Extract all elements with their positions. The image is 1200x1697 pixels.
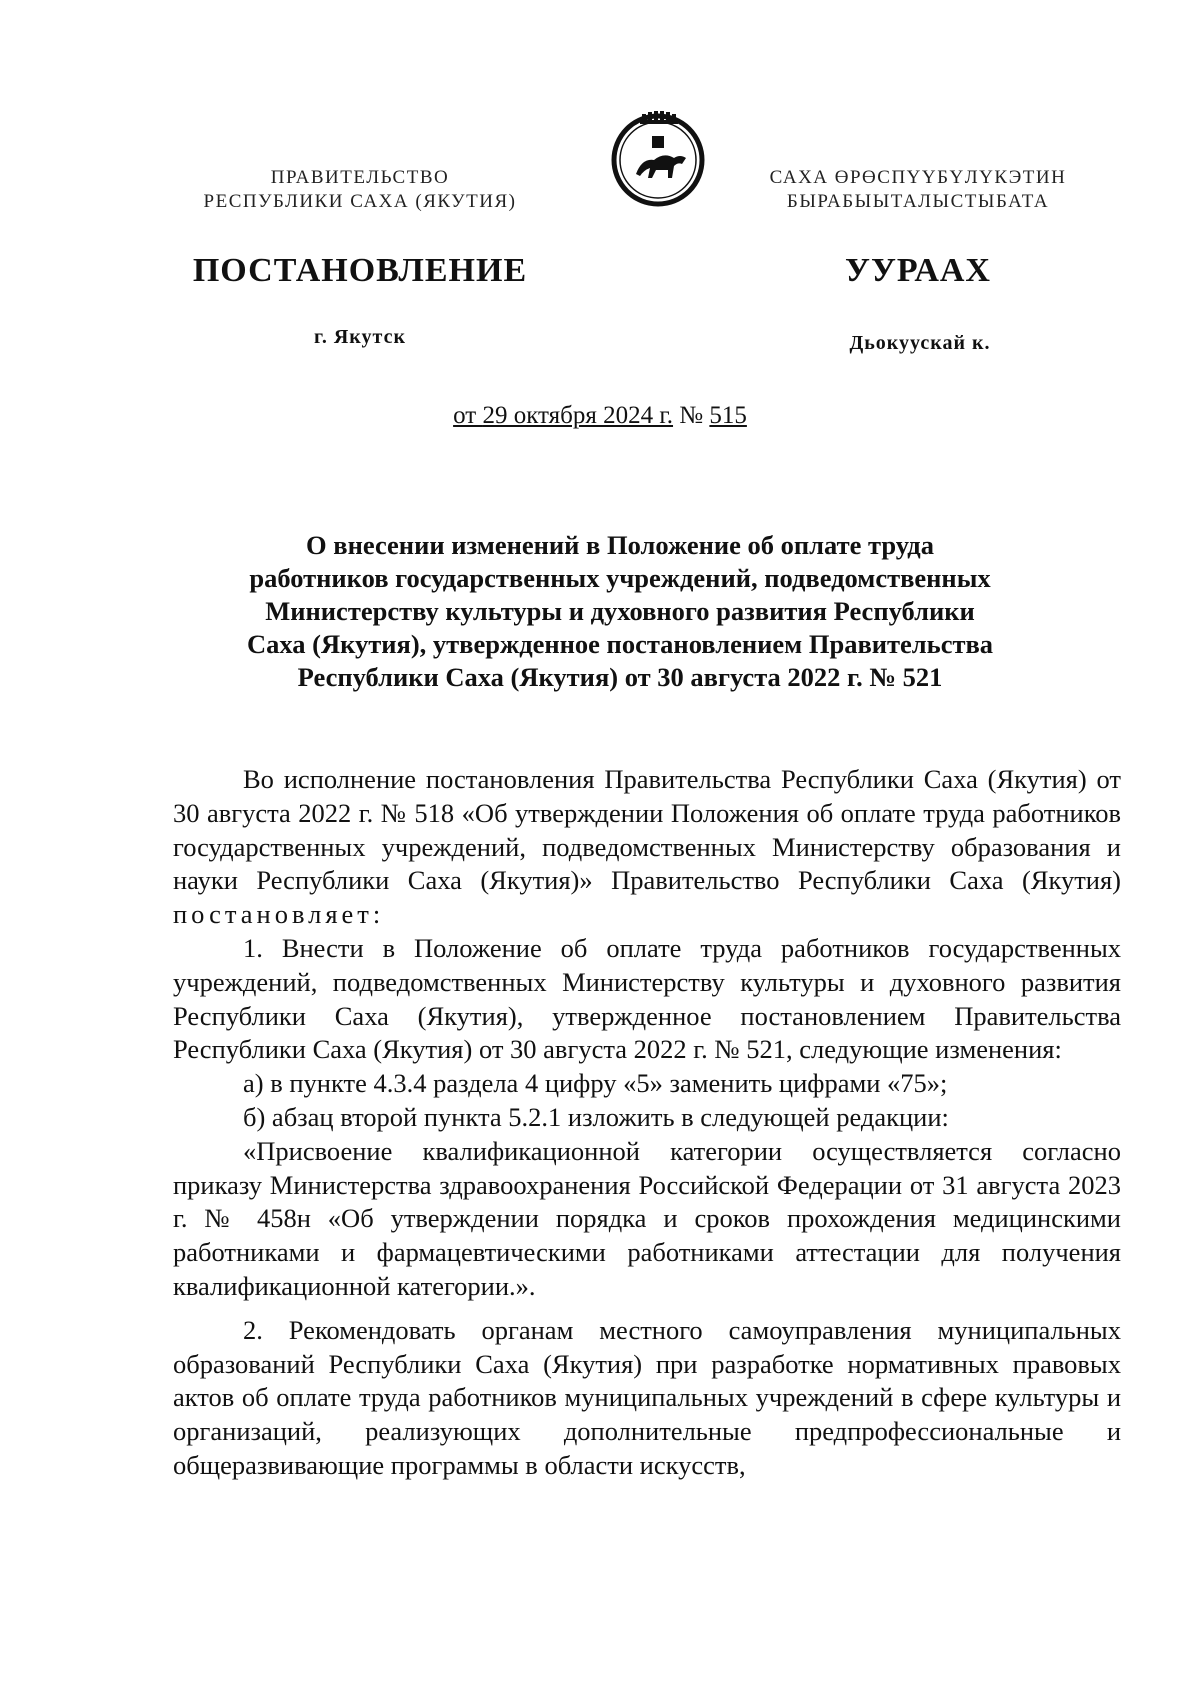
header-left-line1: ПРАВИТЕЛЬСТВО	[270, 167, 450, 188]
item-1b-quote-paragraph: «Присвоение квалификационной категории осуществляется согласно приказу Министерства здравоохранения Российской Федерации от 31 августа 2023 г. № 458н «Об утверждении порядка и сроков прохождения медицинскими работниками и фармацевтическими работниками аттестации для получения квалификационной категории.».	[173, 1135, 1121, 1301]
preamble-verb: постановляет:	[173, 899, 385, 930]
title-line: О внесении изменений в Положение об оплате труда	[306, 530, 934, 560]
header-left-block	[170, 166, 550, 214]
preamble-paragraph	[173, 763, 1121, 932]
doc-type-sakha: УУРААХ	[845, 252, 991, 289]
document-title	[180, 529, 1060, 694]
city-sakha: Дьокуускай к.	[849, 332, 991, 354]
header-right-line1: САХА ӨРӨСПҮҮБҮЛҮКЭТИН	[769, 167, 1067, 188]
title-line: работников государственных учреждений, подведомственных	[249, 563, 991, 593]
coat-of-arms-icon	[608, 108, 708, 208]
header-left-line2: РЕСПУБЛИКИ САХА (ЯКУТИЯ)	[203, 191, 517, 212]
date-prefix: от	[453, 402, 483, 429]
item-1b-paragraph: б) абзац второй пункта 5.2.1 изложить в следующей редакции:	[243, 1101, 949, 1132]
title-line: Саха (Якутия), утвержденное постановлением Правительства	[246, 629, 994, 659]
header-right-line2: БЫРАБЫЫТАЛЫСТЫБАТА	[786, 191, 1050, 212]
item-1-paragraph: 1. Внести в Положение об оплате труда работников государственных учреждений, подведомственных Министерству культуры и духовного развития Республики Саха (Якутия), утвержденное постановлением Правительства Республики Саха (Якутия) от 30 августа 2022 г. № 521, следующие изменения:	[173, 932, 1121, 1065]
item-2-paragraph: 2. Рекомендовать органам местного самоуправления муниципальных образований Республики Саха (Якутия) при разработке нормативных правовых актов об оплате труда работников муниципальных учреждений в сфере культуры и организаций, реализующих дополнительные предпрофессиональные и общеразвивающие программы в области искусств,	[173, 1314, 1121, 1480]
doc-type-ru: ПОСТАНОВЛЕНИЕ	[192, 252, 528, 289]
title-line: Республики Саха (Якутия) от 30 августа 2022 г. № 521	[297, 662, 943, 692]
item-1a-paragraph: а) в пункте 4.3.4 раздела 4 цифру «5» заменить цифрами «75»;	[243, 1068, 948, 1099]
number-label: №	[673, 402, 710, 429]
city-ru: г. Якутск	[314, 326, 406, 348]
document-date: 29 октября 2024 г.	[482, 402, 674, 429]
date-line	[300, 402, 900, 430]
preamble-text: Во исполнение постановления Правительства Республики Саха (Якутия) от 30 августа 2022 г. № 518 «Об утверждении Положения об оплате труда работников государственных учреждений, подведомственных Министерству образования и науки Республики Саха (Якутия)» Правительство Республики Саха (Якутия)	[173, 764, 1121, 896]
document-number: 515	[709, 402, 747, 429]
title-line: Министерству культуры и духовного развития Республики	[265, 596, 975, 626]
document-body	[173, 763, 1121, 1483]
header-right-block	[738, 166, 1098, 214]
